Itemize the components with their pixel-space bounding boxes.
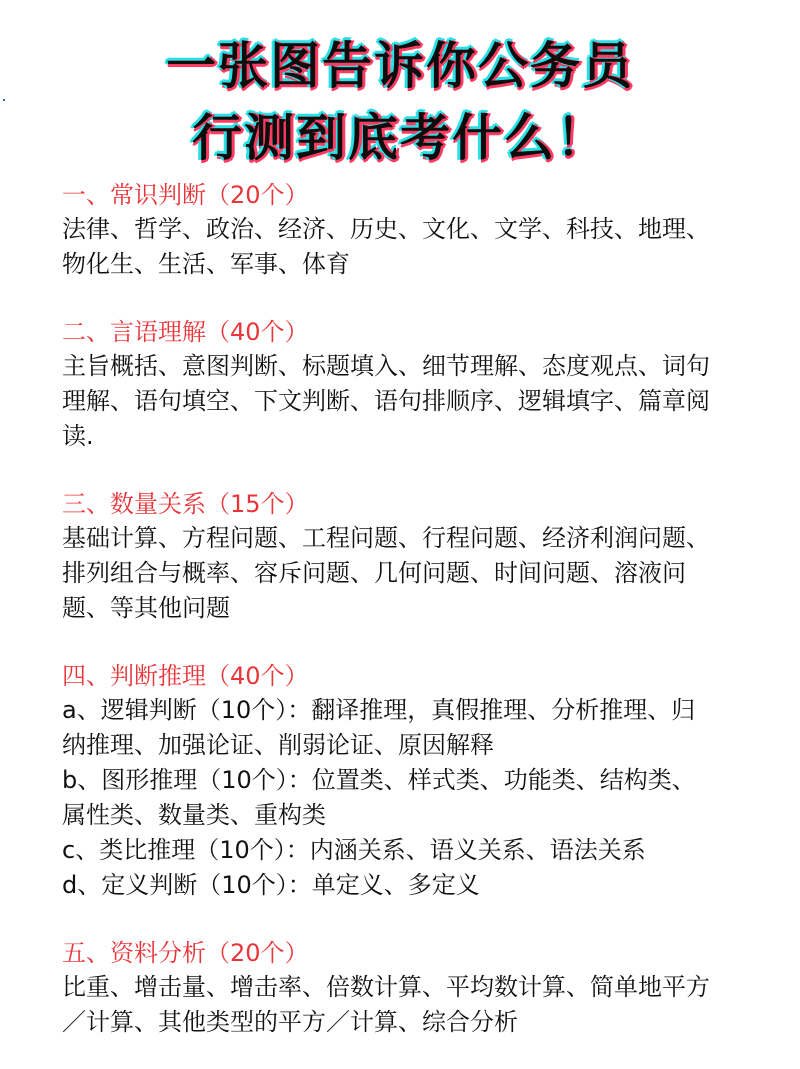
section-heading: 三、数量关系（15个） [62,490,309,518]
body-line: a、逻辑判断（10个）：翻译推理，真假推理、分析推理、归 [62,696,696,724]
body-line: 排列组合与概率、容斥问题、几何问题、时间问题、溶液问 [62,559,686,587]
body-line: 比重、增击量、增击率、倍数计算、平均数计算、简单地平方 [62,973,710,1001]
section-data-analysis [62,936,738,1040]
body-line: ／计算、其他类型的平方／计算、综合分析 [62,1008,518,1036]
section-body [62,693,738,903]
body-line: 纳推理、加强论证、削弱论证、原因解释 [62,731,494,759]
section-heading: 五、资料分析（20个） [62,939,309,967]
title-line-2: 行测到底考什么！ [192,109,608,167]
section-heading: 二、言语理解（40个） [62,318,309,346]
body-line: 物化生、生活、军事、体育 [62,250,350,278]
content [0,174,800,1040]
body-line: 读. [62,422,94,450]
body-line: c、类比推理（10个）：内涵关系、语义关系、语法关系 [62,836,646,864]
body-line: 属性类、数量类、重构类 [62,801,326,829]
section-heading: 四、判断推理（40个） [62,662,309,690]
section-body [62,521,738,626]
section-body [62,212,738,282]
section-verbal-comprehension [62,315,738,454]
decorative-dot [3,99,5,101]
body-line: 题、等其他问题 [62,594,230,622]
section-quantitative [62,487,738,626]
body-line: 法律、哲学、政治、经济、历史、文化、文学、科技、地理、 [62,215,710,243]
section-heading: 一、常识判断（20个） [62,181,309,209]
body-line: b、图形推理（10个）：位置类、样式类、功能类、结构类、 [62,766,696,794]
body-line: 主旨概括、意图判断、标题填入、细节理解、态度观点、词句 [62,352,710,380]
body-line: 理解、语句填空、下文判断、语句排顺序、逻辑填字、篇章阅 [62,387,710,415]
body-line: 基础计算、方程问题、工程问题、行程问题、经济利润问题、 [62,524,710,552]
title-line-1: 一张图告诉你公务员 [166,37,634,95]
section-common-sense [62,178,738,282]
section-body [62,349,738,454]
section-body [62,970,738,1040]
body-line: d、定义判断（10个）：单定义、多定义 [62,871,480,899]
section-reasoning [62,659,738,903]
